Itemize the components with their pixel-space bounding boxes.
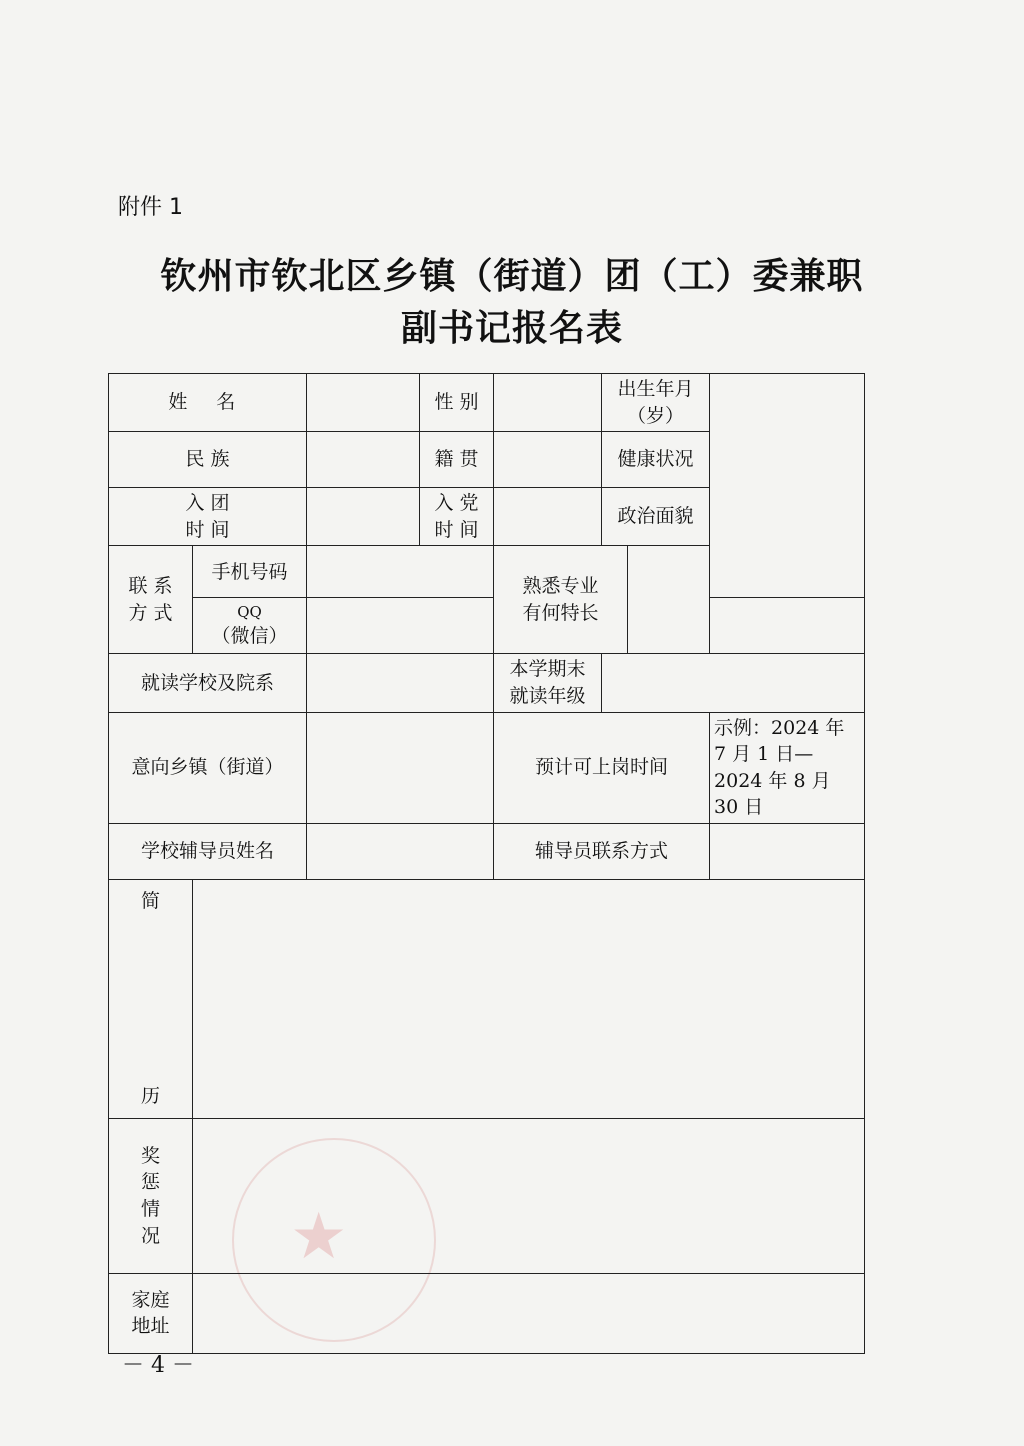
town-value[interactable] (307, 712, 494, 823)
post-time-example: 示例：2024 年 7 月 1 日—2024 年 8 月 30 日 (710, 712, 865, 823)
rewards-label (109, 1118, 193, 1273)
counselor-contact-label: 辅导员联系方式 (494, 823, 710, 879)
ethnicity-label: 民 族 (109, 432, 307, 488)
phone-value[interactable] (307, 546, 494, 598)
grade-line2: 就读年级 (509, 684, 586, 707)
league-join-label (109, 488, 307, 546)
grade-line1: 本学期末 (509, 658, 586, 681)
league-join-line2: 时 间 (185, 518, 230, 541)
birth-label (602, 374, 710, 432)
gender-label: 性 别 (420, 374, 494, 432)
phone-label: 手机号码 (193, 546, 307, 598)
party-join-value[interactable] (494, 488, 602, 546)
counselor-label: 学校辅导员姓名 (109, 823, 307, 879)
counselor-contact-value[interactable] (710, 823, 865, 879)
contact-label (109, 546, 193, 654)
expertise-line2: 有何特长 (522, 601, 599, 624)
expertise-line1: 熟悉专业 (522, 575, 599, 598)
contact-line1: 联 系 (128, 575, 173, 598)
party-join-line1: 入 党 (434, 492, 479, 515)
league-join-line1: 入 团 (185, 492, 230, 515)
form-title: 钦州市钦北区乡镇（街道）团（工）委兼职 (160, 256, 864, 297)
party-join-label (420, 488, 494, 546)
rewards-char2: 惩 (140, 1171, 160, 1194)
health-label: 健康状况 (602, 432, 710, 488)
attachment-label: 附件 1 (118, 195, 183, 220)
resume-char2: 历 (140, 1085, 160, 1108)
qq-value[interactable] (307, 598, 494, 654)
name-value[interactable] (307, 374, 420, 432)
name-label: 姓 名 (109, 374, 307, 432)
expertise-value[interactable] (628, 546, 710, 654)
resume-label (109, 879, 193, 1118)
grade-value[interactable] (602, 654, 865, 712)
qq-line1: QQ (237, 603, 262, 622)
page-number: － 4 － (122, 1353, 194, 1378)
rewards-char1: 奖 (140, 1144, 160, 1167)
seal-star-icon: ★ (290, 1200, 348, 1274)
native-place-value[interactable] (494, 432, 602, 488)
resume-char1: 简 (140, 889, 160, 912)
rewards-value[interactable] (193, 1118, 865, 1273)
age-label-text: （岁） (627, 404, 685, 427)
expertise-extra[interactable] (710, 598, 865, 654)
grade-label (494, 654, 602, 712)
political-status-label: 政治面貌 (602, 488, 710, 546)
native-place-label: 籍 贯 (420, 432, 494, 488)
rewards-char3: 情 (140, 1197, 160, 1220)
expertise-label (494, 546, 628, 654)
address-line1: 家庭 (131, 1288, 170, 1311)
post-time-label: 预计可上岗时间 (494, 712, 710, 823)
resume-value[interactable] (193, 879, 865, 1118)
ethnicity-value[interactable] (307, 432, 420, 488)
school-value[interactable] (307, 654, 494, 712)
form-grid (108, 373, 865, 1354)
address-value[interactable] (193, 1273, 865, 1353)
photo-cell[interactable] (710, 374, 865, 598)
party-join-line2: 时 间 (434, 518, 479, 541)
form-subtitle: 副书记报名表 (400, 308, 623, 349)
birth-label-text: 出生年月 (617, 378, 694, 400)
qq-line2: （微信） (211, 625, 288, 648)
gender-value[interactable] (494, 374, 602, 432)
league-join-value[interactable] (307, 488, 420, 546)
rewards-char4: 况 (140, 1224, 160, 1247)
qq-label (193, 598, 307, 654)
address-label (109, 1273, 193, 1353)
address-line2: 地址 (131, 1315, 170, 1338)
counselor-value[interactable] (307, 823, 494, 879)
town-label: 意向乡镇（街道） (109, 712, 307, 823)
contact-line2: 方 式 (128, 601, 173, 624)
school-label: 就读学校及院系 (109, 654, 307, 712)
